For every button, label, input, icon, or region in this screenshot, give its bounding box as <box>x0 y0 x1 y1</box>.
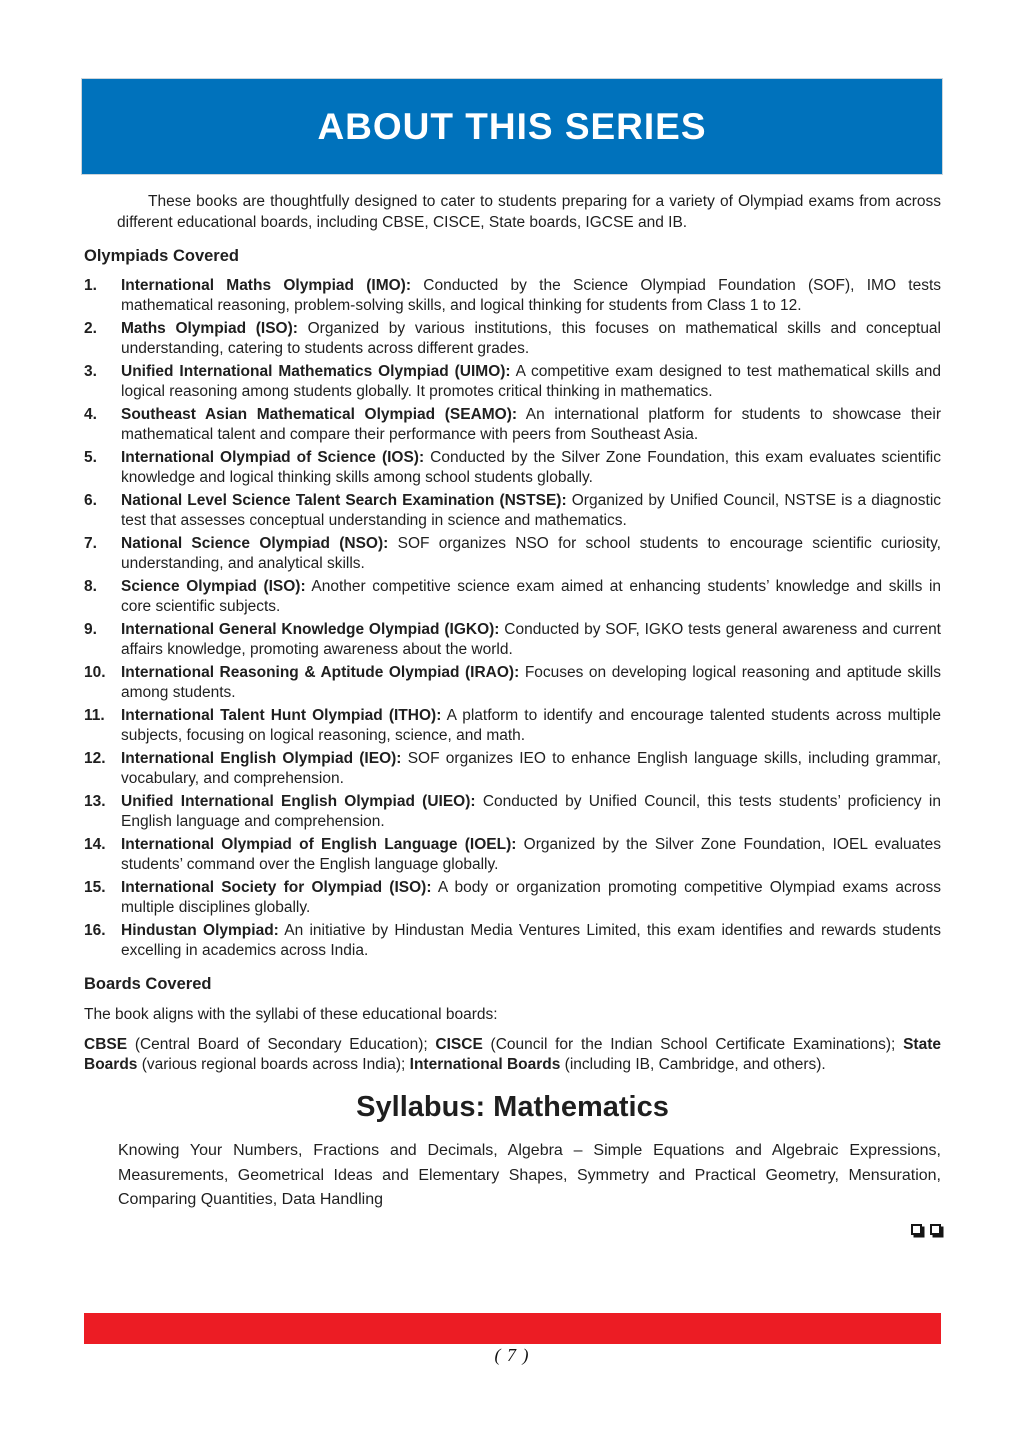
item-number: 14. <box>84 836 106 853</box>
page-number: ( 7 ) <box>494 1345 530 1365</box>
syllabus-paragraph: Knowing Your Numbers, Fractions and Decimals, Algebra – Simple Equations and Algebraic Expressions, Measurements, Geometrical Ideas and Elementary Shapes, Symmetry and Practical Geometry, Mensuration, Comparing Quantities, Data Handling <box>118 1142 941 1208</box>
boards-text-segment: (various regional boards across India); <box>137 1056 410 1073</box>
item-title: National Science Olympiad (NSO): <box>121 535 389 552</box>
item-number: 6. <box>84 492 97 509</box>
item-number: 10. <box>84 664 106 681</box>
item-title: International General Knowledge Olympiad (IGKO): <box>121 621 500 638</box>
item-title: National Level Science Talent Search Examination (NSTSE): <box>121 492 567 509</box>
boards-text-segment: (Central Board of Secondary Education); <box>127 1036 436 1053</box>
list-item <box>84 276 941 316</box>
item-title: Hindustan Olympiad: <box>121 922 279 939</box>
item-title: International English Olympiad (IEO): <box>121 750 402 767</box>
list-item <box>84 706 941 746</box>
list-item <box>84 792 941 832</box>
item-desc: Organized by the Silver Zone Foundation, IOEL evaluates students’ command over the English language globally. <box>121 836 941 873</box>
list-item <box>84 878 941 918</box>
item-number: 3. <box>84 363 97 380</box>
item-title: Unified International Mathematics Olympiad (UIMO): <box>121 363 511 380</box>
boards-bold-segment: International Boards <box>409 1056 561 1073</box>
item-title: Science Olympiad (ISO): <box>121 578 306 595</box>
item-desc: Conducted by the Silver Zone Foundation, this exam evaluates scientific knowledge and logical thinking skills among school students globally. <box>121 449 941 486</box>
olympiads-list <box>84 276 941 961</box>
item-number: 16. <box>84 922 106 939</box>
item-number: 13. <box>84 793 106 810</box>
item-title: International Maths Olympiad (IMO): <box>121 277 411 294</box>
item-title: International Society for Olympiad (ISO): <box>121 879 432 896</box>
item-desc: A platform to identify and encourage talented students across multiple subjects, focusing on logical reasoning, science, and math. <box>121 707 942 744</box>
section-end-marker <box>84 1221 941 1241</box>
boards-text-segment: (including IB, Cambridge, and others). <box>560 1056 826 1073</box>
list-item <box>84 921 941 961</box>
boards-paragraph <box>84 1035 941 1075</box>
item-title: Maths Olympiad (ISO): <box>121 320 298 337</box>
item-number: 4. <box>84 406 97 423</box>
olympiads-heading: Olympiads Covered <box>84 247 239 265</box>
list-item <box>84 448 941 488</box>
list-item <box>84 663 941 703</box>
list-item <box>84 362 941 402</box>
item-title: Unified International English Olympiad (UIEO): <box>121 793 476 810</box>
boards-text-segment: (Council for the Indian School Certificate Examinations); <box>482 1036 904 1053</box>
item-desc: Another competitive science exam aimed at enhancing students’ knowledge and skills in core scientific subjects. <box>121 578 942 615</box>
item-title: International Olympiad of Science (IOS): <box>121 449 425 466</box>
list-item <box>84 577 941 617</box>
list-item <box>84 405 941 445</box>
item-number: 5. <box>84 449 97 466</box>
item-title: International Talent Hunt Olympiad (ITHO): <box>121 707 442 724</box>
item-desc: Conducted by Unified Council, this tests students’ proficiency in English language and comprehension. <box>121 793 941 830</box>
list-item <box>84 749 941 789</box>
item-desc: Focuses on developing logical reasoning and aptitude skills among students. <box>121 664 941 701</box>
item-desc: SOF organizes IEO to enhance English language skills, including grammar, vocabulary, and comprehension. <box>121 750 942 787</box>
item-title: International Olympiad of English Language (IOEL): <box>121 836 517 853</box>
list-item <box>84 620 941 660</box>
item-number: 1. <box>84 277 97 294</box>
boards-intro: The book aligns with the syllabi of these educational boards: <box>84 1006 498 1023</box>
title-banner <box>81 78 943 175</box>
item-number: 15. <box>84 879 106 896</box>
item-desc: SOF organizes NSO for school students to encourage scientific curiosity, understanding, and analytical skills. <box>121 535 941 572</box>
boards-bold-segment: CISCE <box>435 1036 483 1053</box>
item-desc: An initiative by Hindustan Media Ventures Limited, this exam identifies and rewards students excelling in academics across India. <box>121 922 941 959</box>
end-square-icon <box>911 1224 922 1235</box>
syllabus-heading: Syllabus: Mathematics <box>356 1091 669 1123</box>
item-number: 7. <box>84 535 97 552</box>
item-desc: Organized by Unified Council, NSTSE is a diagnostic test that assesses conceptual understanding in science and mathematics. <box>121 492 942 529</box>
item-desc: Conducted by the Science Olympiad Foundation (SOF), IMO tests mathematical reasoning, problem-solving skills, and logical thinking for students from Class 1 to 12. <box>121 277 942 314</box>
boards-bold-segment: CBSE <box>84 1036 128 1053</box>
boards-heading: Boards Covered <box>84 975 212 993</box>
boards-bold-segment: State Boards <box>84 1036 941 1073</box>
list-item <box>84 534 941 574</box>
item-desc: Conducted by SOF, IGKO tests general awareness and current affairs knowledge, promoting awareness about the world. <box>121 621 941 658</box>
item-desc: A competitive exam designed to test mathematical skills and logical reasoning among students globally. It promotes critical thinking in mathematics. <box>121 363 941 400</box>
item-title: Southeast Asian Mathematical Olympiad (SEAMO): <box>121 406 518 423</box>
item-number: 8. <box>84 578 97 595</box>
item-desc: A body or organization promoting competitive Olympiad exams across multiple disciplines globally. <box>121 879 941 916</box>
list-item <box>84 491 941 531</box>
intro-paragraph: These books are thoughtfully designed to cater to students preparing for a variety of Olympiad exams from across different educational boards, including CBSE, CISCE, State boards, IGCSE and IB. <box>117 193 941 231</box>
footer-red-bar <box>84 1313 941 1344</box>
end-square-icon <box>930 1224 941 1235</box>
page-title: ABOUT THIS SERIES <box>317 105 707 147</box>
item-desc: Organized by various institutions, this focuses on mathematical skills and conceptual understanding, catering to students across different grades. <box>121 320 941 357</box>
content-area <box>84 191 941 1241</box>
list-item <box>84 319 941 359</box>
list-item <box>84 835 941 875</box>
item-number: 2. <box>84 320 97 337</box>
item-desc: An international platform for students to showcase their mathematical talent and compare their performance with peers from Southeast Asia. <box>121 406 941 443</box>
item-title: International Reasoning & Aptitude Olympiad (IRAO): <box>121 664 520 681</box>
item-number: 12. <box>84 750 106 767</box>
item-number: 9. <box>84 621 97 638</box>
item-number: 11. <box>84 707 105 724</box>
